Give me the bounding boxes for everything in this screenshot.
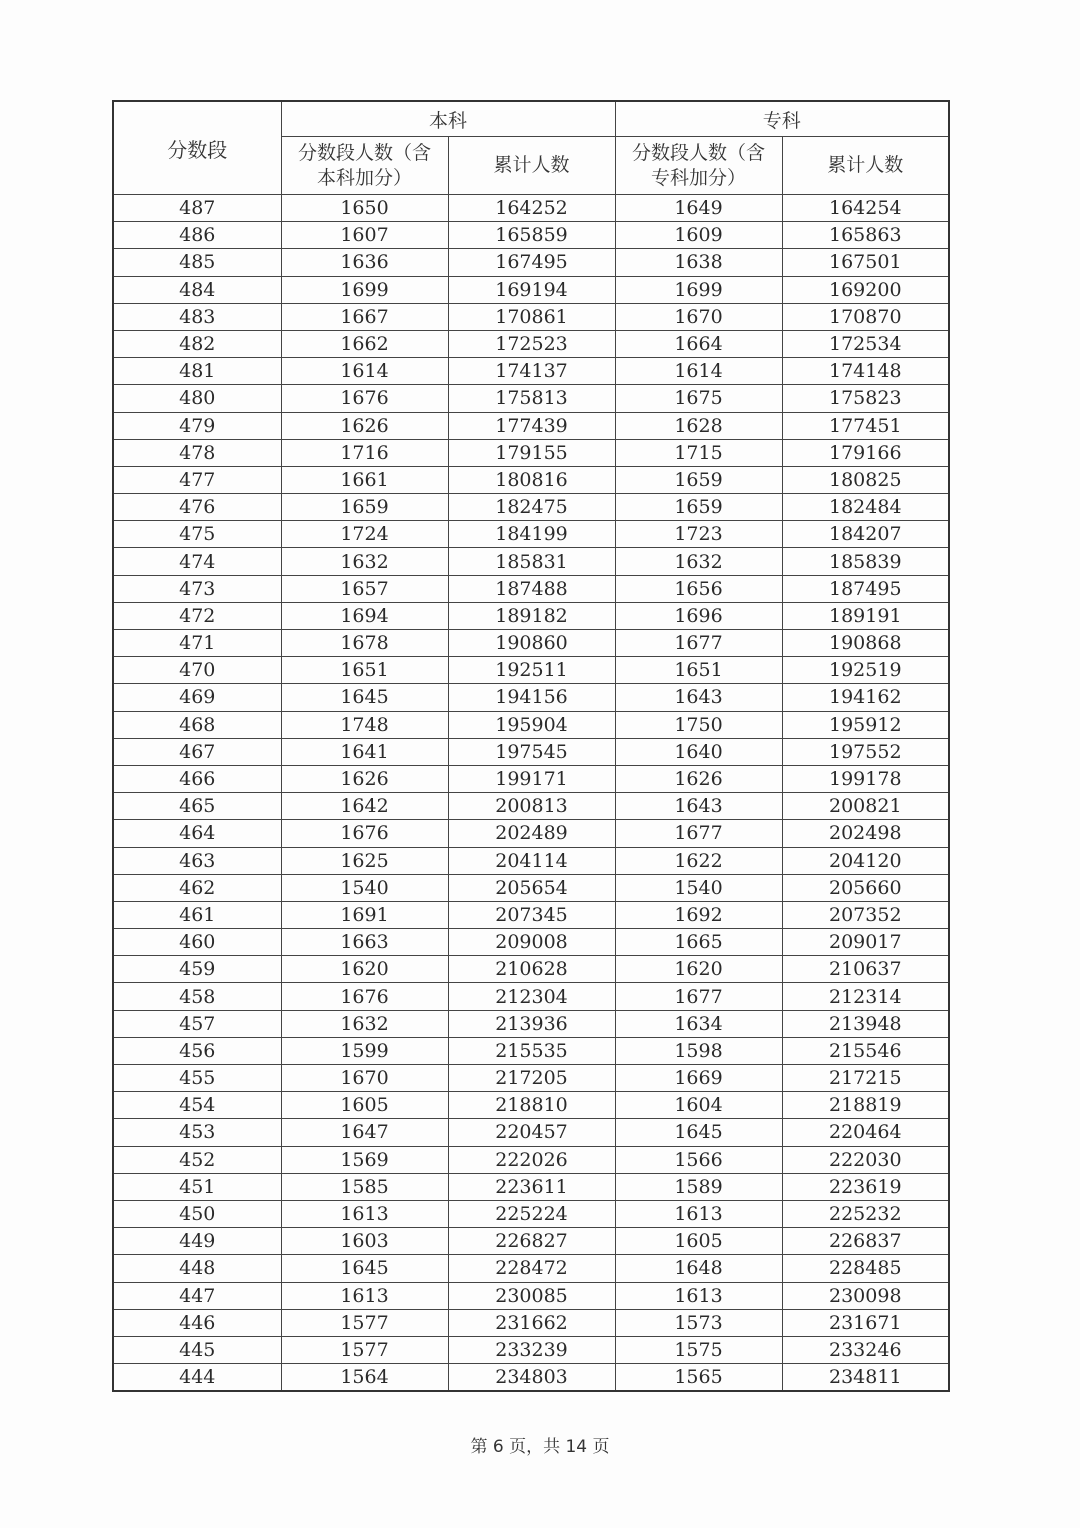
junior-cumulative-cell: 220464	[782, 1119, 949, 1146]
junior-cumulative-cell: 233246	[782, 1336, 949, 1363]
junior-count-cell: 1648	[615, 1255, 782, 1282]
undergrad-cumulative-cell: 226827	[448, 1228, 615, 1255]
junior-cumulative-cell: 192519	[782, 657, 949, 684]
undergrad-count-cell: 1691	[281, 901, 448, 928]
junior-count-cell: 1699	[615, 276, 782, 303]
undergrad-count-cell: 1641	[281, 738, 448, 765]
table-row	[113, 793, 949, 820]
score-cell: 454	[113, 1092, 281, 1119]
undergrad-cumulative-cell: 179155	[448, 439, 615, 466]
undergrad-count-cell: 1632	[281, 548, 448, 575]
junior-count-cell: 1589	[615, 1173, 782, 1200]
junior-count-cell: 1640	[615, 738, 782, 765]
undergrad-count-cell: 1626	[281, 765, 448, 792]
undergrad-count-cell: 1564	[281, 1364, 448, 1392]
table-row	[113, 847, 949, 874]
table-row	[113, 1146, 949, 1173]
junior-cumulative-cell: 199178	[782, 765, 949, 792]
undergrad-count-cell: 1659	[281, 494, 448, 521]
junior-count-cell: 1649	[615, 195, 782, 222]
undergrad-cumulative-cell: 167495	[448, 249, 615, 276]
score-cell: 461	[113, 901, 281, 928]
table-row	[113, 1364, 949, 1392]
undergrad-count-cell: 1625	[281, 847, 448, 874]
junior-cumulative-cell: 209017	[782, 929, 949, 956]
junior-cumulative-cell: 180825	[782, 466, 949, 493]
table-row	[113, 1173, 949, 1200]
undergrad-count-cell: 1678	[281, 630, 448, 657]
undergrad-count-cell: 1605	[281, 1092, 448, 1119]
header-junior-count	[615, 137, 782, 195]
score-cell: 462	[113, 874, 281, 901]
undergrad-cumulative-cell: 184199	[448, 521, 615, 548]
undergrad-count-cell: 1613	[281, 1200, 448, 1227]
undergrad-count-cell: 1650	[281, 195, 448, 222]
undergrad-cumulative-cell: 174137	[448, 358, 615, 385]
table-row	[113, 303, 949, 330]
table-row	[113, 1336, 949, 1363]
table-row	[113, 738, 949, 765]
score-cell: 487	[113, 195, 281, 222]
score-cell: 466	[113, 765, 281, 792]
junior-count-cell: 1609	[615, 222, 782, 249]
undergrad-count-cell: 1694	[281, 602, 448, 629]
junior-cumulative-cell: 190868	[782, 630, 949, 657]
junior-count-cell: 1634	[615, 1010, 782, 1037]
undergrad-count-cell: 1663	[281, 929, 448, 956]
table-row	[113, 1309, 949, 1336]
undergrad-cumulative-cell: 177439	[448, 412, 615, 439]
junior-cumulative-cell: 202498	[782, 820, 949, 847]
junior-count-cell: 1540	[615, 874, 782, 901]
junior-count-cell: 1575	[615, 1336, 782, 1363]
junior-cumulative-cell: 177451	[782, 412, 949, 439]
junior-count-cell: 1613	[615, 1282, 782, 1309]
junior-cumulative-cell: 230098	[782, 1282, 949, 1309]
score-cell: 467	[113, 738, 281, 765]
junior-cumulative-cell: 195912	[782, 711, 949, 738]
undergrad-cumulative-cell: 210628	[448, 956, 615, 983]
table-row	[113, 385, 949, 412]
junior-count-cell: 1750	[615, 711, 782, 738]
undergrad-cumulative-cell: 222026	[448, 1146, 615, 1173]
junior-count-cell: 1573	[615, 1309, 782, 1336]
table-row	[113, 548, 949, 575]
header-junior-count-line2: 专科加分）	[651, 166, 747, 189]
junior-cumulative-cell: 218819	[782, 1092, 949, 1119]
junior-count-cell: 1656	[615, 575, 782, 602]
score-cell: 459	[113, 956, 281, 983]
junior-count-cell: 1670	[615, 303, 782, 330]
junior-cumulative-cell: 197552	[782, 738, 949, 765]
junior-cumulative-cell: 189191	[782, 602, 949, 629]
undergrad-count-cell: 1676	[281, 983, 448, 1010]
undergrad-cumulative-cell: 202489	[448, 820, 615, 847]
undergrad-cumulative-cell: 165859	[448, 222, 615, 249]
score-cell: 452	[113, 1146, 281, 1173]
header-score-band: 分数段	[113, 101, 281, 195]
undergrad-cumulative-cell: 228472	[448, 1255, 615, 1282]
score-cell: 463	[113, 847, 281, 874]
score-cell: 451	[113, 1173, 281, 1200]
score-cell: 465	[113, 793, 281, 820]
score-cell: 448	[113, 1255, 281, 1282]
undergrad-count-cell: 1724	[281, 521, 448, 548]
score-cell: 453	[113, 1119, 281, 1146]
undergrad-count-cell: 1642	[281, 793, 448, 820]
undergrad-count-cell: 1661	[281, 466, 448, 493]
score-cell: 485	[113, 249, 281, 276]
undergrad-count-cell: 1626	[281, 412, 448, 439]
undergrad-count-cell: 1716	[281, 439, 448, 466]
junior-cumulative-cell: 187495	[782, 575, 949, 602]
table-row	[113, 1119, 949, 1146]
junior-count-cell: 1692	[615, 901, 782, 928]
junior-count-cell: 1643	[615, 684, 782, 711]
junior-cumulative-cell: 222030	[782, 1146, 949, 1173]
junior-count-cell: 1665	[615, 929, 782, 956]
table-row	[113, 1092, 949, 1119]
undergrad-count-cell: 1748	[281, 711, 448, 738]
junior-cumulative-cell: 167501	[782, 249, 949, 276]
undergrad-count-cell: 1585	[281, 1173, 448, 1200]
junior-cumulative-cell: 200821	[782, 793, 949, 820]
table-row	[113, 494, 949, 521]
table-row	[113, 521, 949, 548]
undergrad-count-cell: 1645	[281, 684, 448, 711]
junior-count-cell: 1566	[615, 1146, 782, 1173]
score-cell: 469	[113, 684, 281, 711]
junior-count-cell: 1626	[615, 765, 782, 792]
table-row	[113, 1200, 949, 1227]
junior-cumulative-cell: 185839	[782, 548, 949, 575]
undergrad-cumulative-cell: 225224	[448, 1200, 615, 1227]
junior-cumulative-cell: 231671	[782, 1309, 949, 1336]
undergrad-count-cell: 1645	[281, 1255, 448, 1282]
table-row	[113, 874, 949, 901]
junior-count-cell: 1613	[615, 1200, 782, 1227]
table-row	[113, 1010, 949, 1037]
score-cell: 486	[113, 222, 281, 249]
undergrad-cumulative-cell: 192511	[448, 657, 615, 684]
score-cell: 477	[113, 466, 281, 493]
score-cell: 481	[113, 358, 281, 385]
score-cell: 473	[113, 575, 281, 602]
junior-count-cell: 1614	[615, 358, 782, 385]
table-row	[113, 765, 949, 792]
table-row	[113, 983, 949, 1010]
junior-cumulative-cell: 204120	[782, 847, 949, 874]
score-cell: 464	[113, 820, 281, 847]
score-cell: 471	[113, 630, 281, 657]
junior-cumulative-cell: 169200	[782, 276, 949, 303]
score-cell: 474	[113, 548, 281, 575]
score-cell: 476	[113, 494, 281, 521]
undergrad-count-cell: 1577	[281, 1336, 448, 1363]
undergrad-count-cell: 1657	[281, 575, 448, 602]
undergrad-count-cell: 1699	[281, 276, 448, 303]
undergrad-cumulative-cell: 215535	[448, 1037, 615, 1064]
junior-count-cell: 1659	[615, 494, 782, 521]
undergrad-count-cell: 1676	[281, 820, 448, 847]
table-row	[113, 820, 949, 847]
table-row	[113, 657, 949, 684]
undergrad-count-cell: 1603	[281, 1228, 448, 1255]
table-body	[113, 195, 949, 1392]
junior-cumulative-cell: 174148	[782, 358, 949, 385]
score-cell: 479	[113, 412, 281, 439]
score-cell: 475	[113, 521, 281, 548]
undergrad-cumulative-cell: 217205	[448, 1065, 615, 1092]
table-row	[113, 439, 949, 466]
junior-cumulative-cell: 205660	[782, 874, 949, 901]
score-cell: 472	[113, 602, 281, 629]
score-cell: 446	[113, 1309, 281, 1336]
undergrad-count-cell: 1540	[281, 874, 448, 901]
table-row	[113, 358, 949, 385]
junior-cumulative-cell: 164254	[782, 195, 949, 222]
undergrad-count-cell: 1577	[281, 1309, 448, 1336]
junior-count-cell: 1677	[615, 630, 782, 657]
score-cell: 468	[113, 711, 281, 738]
undergrad-cumulative-cell: 164252	[448, 195, 615, 222]
junior-cumulative-cell: 225232	[782, 1200, 949, 1227]
junior-cumulative-cell: 215546	[782, 1037, 949, 1064]
table-row	[113, 1228, 949, 1255]
table-row	[113, 412, 949, 439]
score-cell: 445	[113, 1336, 281, 1363]
junior-cumulative-cell: 226837	[782, 1228, 949, 1255]
junior-count-cell: 1723	[615, 521, 782, 548]
junior-cumulative-cell: 228485	[782, 1255, 949, 1282]
undergrad-cumulative-cell: 231662	[448, 1309, 615, 1336]
junior-count-cell: 1622	[615, 847, 782, 874]
undergrad-cumulative-cell: 223611	[448, 1173, 615, 1200]
undergrad-cumulative-cell: 234803	[448, 1364, 615, 1392]
table-row	[113, 1282, 949, 1309]
junior-cumulative-cell: 170870	[782, 303, 949, 330]
table-row	[113, 1255, 949, 1282]
junior-count-cell: 1598	[615, 1037, 782, 1064]
undergrad-count-cell: 1607	[281, 222, 448, 249]
header-undergrad-count-line1: 分数段人数（含	[297, 141, 431, 164]
undergrad-cumulative-cell: 195904	[448, 711, 615, 738]
junior-count-cell: 1565	[615, 1364, 782, 1392]
table-row	[113, 330, 949, 357]
undergrad-cumulative-cell: 207345	[448, 901, 615, 928]
undergrad-cumulative-cell: 190860	[448, 630, 615, 657]
header-junior-cumulative: 累计人数	[782, 137, 949, 195]
score-cell: 457	[113, 1010, 281, 1037]
table-row	[113, 276, 949, 303]
table-row	[113, 929, 949, 956]
score-cell: 470	[113, 657, 281, 684]
undergrad-cumulative-cell: 187488	[448, 575, 615, 602]
score-cell: 447	[113, 1282, 281, 1309]
junior-cumulative-cell: 213948	[782, 1010, 949, 1037]
junior-cumulative-cell: 175823	[782, 385, 949, 412]
undergrad-cumulative-cell: 218810	[448, 1092, 615, 1119]
junior-cumulative-cell: 194162	[782, 684, 949, 711]
table-row	[113, 222, 949, 249]
undergrad-cumulative-cell: 194156	[448, 684, 615, 711]
undergrad-cumulative-cell: 220457	[448, 1119, 615, 1146]
undergrad-cumulative-cell: 170861	[448, 303, 615, 330]
junior-count-cell: 1677	[615, 820, 782, 847]
undergrad-cumulative-cell: 205654	[448, 874, 615, 901]
undergrad-cumulative-cell: 233239	[448, 1336, 615, 1363]
undergrad-cumulative-cell: 230085	[448, 1282, 615, 1309]
junior-cumulative-cell: 212314	[782, 983, 949, 1010]
undergrad-count-cell: 1670	[281, 1065, 448, 1092]
undergrad-cumulative-cell: 209008	[448, 929, 615, 956]
table-row	[113, 956, 949, 983]
junior-count-cell: 1604	[615, 1092, 782, 1119]
score-cell: 456	[113, 1037, 281, 1064]
table-row	[113, 575, 949, 602]
undergrad-count-cell: 1667	[281, 303, 448, 330]
table-row	[113, 195, 949, 222]
undergrad-cumulative-cell: 169194	[448, 276, 615, 303]
table-row	[113, 1065, 949, 1092]
junior-cumulative-cell: 184207	[782, 521, 949, 548]
table-row	[113, 901, 949, 928]
score-cell: 482	[113, 330, 281, 357]
table-row	[113, 684, 949, 711]
table-row	[113, 711, 949, 738]
junior-count-cell: 1664	[615, 330, 782, 357]
junior-count-cell: 1638	[615, 249, 782, 276]
undergrad-cumulative-cell: 213936	[448, 1010, 615, 1037]
score-cell: 480	[113, 385, 281, 412]
header-undergrad: 本科	[281, 101, 615, 137]
undergrad-count-cell: 1676	[281, 385, 448, 412]
junior-cumulative-cell: 179166	[782, 439, 949, 466]
junior-cumulative-cell: 165863	[782, 222, 949, 249]
junior-count-cell: 1605	[615, 1228, 782, 1255]
table-row	[113, 466, 949, 493]
header-undergrad-count-line2: 本科加分）	[316, 166, 412, 189]
undergrad-count-cell: 1632	[281, 1010, 448, 1037]
undergrad-cumulative-cell: 204114	[448, 847, 615, 874]
junior-count-cell: 1628	[615, 412, 782, 439]
junior-count-cell: 1645	[615, 1119, 782, 1146]
undergrad-cumulative-cell: 185831	[448, 548, 615, 575]
undergrad-count-cell: 1620	[281, 956, 448, 983]
junior-count-cell: 1620	[615, 956, 782, 983]
undergrad-count-cell: 1613	[281, 1282, 448, 1309]
junior-cumulative-cell: 223619	[782, 1173, 949, 1200]
header-junior-count-line1: 分数段人数（含	[632, 141, 766, 164]
table-row	[113, 602, 949, 629]
undergrad-count-cell: 1647	[281, 1119, 448, 1146]
junior-count-cell: 1669	[615, 1065, 782, 1092]
score-cell: 450	[113, 1200, 281, 1227]
undergrad-count-cell: 1636	[281, 249, 448, 276]
junior-count-cell: 1677	[615, 983, 782, 1010]
undergrad-count-cell: 1569	[281, 1146, 448, 1173]
score-cell: 455	[113, 1065, 281, 1092]
page-footer: 第 6 页，共 14 页	[470, 1437, 610, 1457]
undergrad-count-cell: 1651	[281, 657, 448, 684]
junior-cumulative-cell: 182484	[782, 494, 949, 521]
junior-cumulative-cell: 172534	[782, 330, 949, 357]
header-undergrad-cumulative: 累计人数	[448, 137, 615, 195]
undergrad-count-cell: 1662	[281, 330, 448, 357]
undergrad-cumulative-cell: 212304	[448, 983, 615, 1010]
header-junior: 专科	[615, 101, 949, 137]
score-cell: 478	[113, 439, 281, 466]
junior-count-cell: 1696	[615, 602, 782, 629]
score-cell: 444	[113, 1364, 281, 1392]
score-cell: 449	[113, 1228, 281, 1255]
score-cell: 483	[113, 303, 281, 330]
junior-count-cell: 1715	[615, 439, 782, 466]
junior-count-cell: 1659	[615, 466, 782, 493]
junior-cumulative-cell: 234811	[782, 1364, 949, 1392]
table-row	[113, 249, 949, 276]
junior-cumulative-cell: 217215	[782, 1065, 949, 1092]
undergrad-count-cell: 1614	[281, 358, 448, 385]
undergrad-cumulative-cell: 189182	[448, 602, 615, 629]
undergrad-cumulative-cell: 199171	[448, 765, 615, 792]
undergrad-cumulative-cell: 172523	[448, 330, 615, 357]
junior-count-cell: 1632	[615, 548, 782, 575]
junior-cumulative-cell: 210637	[782, 956, 949, 983]
junior-count-cell: 1651	[615, 657, 782, 684]
score-cell: 484	[113, 276, 281, 303]
junior-count-cell: 1643	[615, 793, 782, 820]
undergrad-cumulative-cell: 200813	[448, 793, 615, 820]
undergrad-count-cell: 1599	[281, 1037, 448, 1064]
junior-count-cell: 1675	[615, 385, 782, 412]
undergrad-cumulative-cell: 175813	[448, 385, 615, 412]
undergrad-cumulative-cell: 197545	[448, 738, 615, 765]
header-undergrad-count	[281, 137, 448, 195]
score-cell: 460	[113, 929, 281, 956]
score-cell: 458	[113, 983, 281, 1010]
junior-cumulative-cell: 207352	[782, 901, 949, 928]
table-row	[113, 630, 949, 657]
undergrad-cumulative-cell: 180816	[448, 466, 615, 493]
undergrad-cumulative-cell: 182475	[448, 494, 615, 521]
score-distribution-table	[112, 100, 950, 1392]
table-row	[113, 1037, 949, 1064]
